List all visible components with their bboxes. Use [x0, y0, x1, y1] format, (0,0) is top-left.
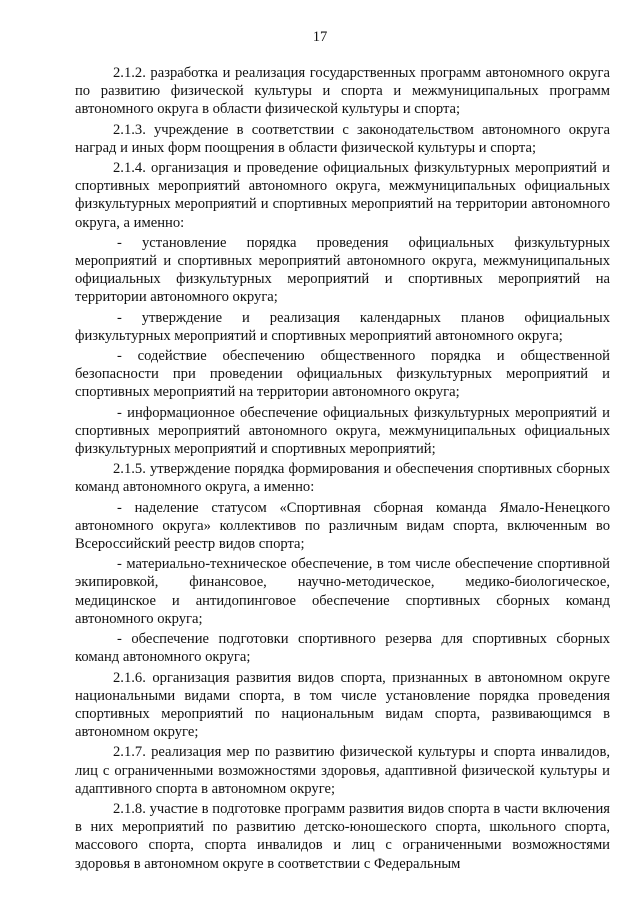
list-item: - материально-техническое обеспечение, в том числе обеспечение спортивной экипировкой, финансовое, научно-методическое, медико-биологическое, медицинское и антидопинговое обеспечение спортивных сборных команд автономного округа;	[75, 556, 610, 627]
page-number: 17	[312, 29, 328, 45]
paragraph-2-1-6: 2.1.6. организация развития видов спорта, признанных в автономном округе национальными видами спорта, в том числе установление порядка проведения спортивных мероприятий по национальным видам спорта, развивающимся в автономном округе;	[75, 669, 610, 741]
paragraph-2-1-4: 2.1.4. организация и проведение официальных физкультурных мероприятий и спортивных мероприятий автономного округа, межмуниципальных официальных физкультурных мероприятий и спортивных мероприятий на территории автономного округа, а именно:	[75, 160, 610, 231]
paragraph-2-1-8: 2.1.8. участие в подготовке программ развития видов спорта в части включения в них мероприятий по развитию детско-юношеского спорта, школьного спорта, массового спорта, спорта инвалидов и лиц с ограниченными возможностями здоровья в автономном округе в соответствии с Федеральным	[75, 800, 610, 872]
paragraph-2-1-3: 2.1.3. учреждение в соответствии с законодательством автономного округа наград и иных форм поощрения в области физической культуры и спорта;	[75, 121, 610, 156]
list-item: - информационное обеспечение официальных физкультурных мероприятий и спортивных мероприятий автономного округа, межмуниципальных официальных физкультурных мероприятий и спортивных мероприятий;	[75, 404, 610, 458]
paragraph-2-1-2: 2.1.2. разработка и реализация государственных программ автономного округа по развитию физической культуры и спорта и межмуниципальных программ автономного округа в области физической культуры и спорта;	[75, 65, 610, 118]
paragraph-2-1-5: 2.1.5. утверждение порядка формирования и обеспечения спортивных сборных команд автономного округа, а именно:	[75, 461, 610, 496]
list-item: - наделение статусом «Спортивная сборная команда Ямало-Ненецкого автономного округа» коллективов по различным видам спорта, включенным во Всероссийский реестр видов спорта;	[75, 499, 610, 553]
list-item: - обеспечение подготовки спортивного резерва для спортивных сборных команд автономного округа;	[75, 631, 610, 666]
document-body	[75, 64, 610, 875]
list-item: - утверждение и реализация календарных планов официальных физкультурных мероприятий и спортивных мероприятий автономного округа;	[75, 309, 610, 344]
list-item: - содействие обеспечению общественного порядка и общественной безопасности при проведении официальных физкультурных мероприятий и спортивных мероприятий на территории автономного округа;	[75, 348, 610, 401]
paragraph-2-1-7: 2.1.7. реализация мер по развитию физической культуры и спорта инвалидов, лиц с ограниченными возможностями здоровья, адаптивной физической культуры и адаптивного спорта в автономном округе;	[75, 744, 610, 797]
list-item: - установление порядка проведения официальных физкультурных мероприятий и спортивных мероприятий автономного округа, межмуниципальных официальных физкультурных мероприятий и спортивных мероприятий на территории автономного округа;	[75, 234, 610, 306]
